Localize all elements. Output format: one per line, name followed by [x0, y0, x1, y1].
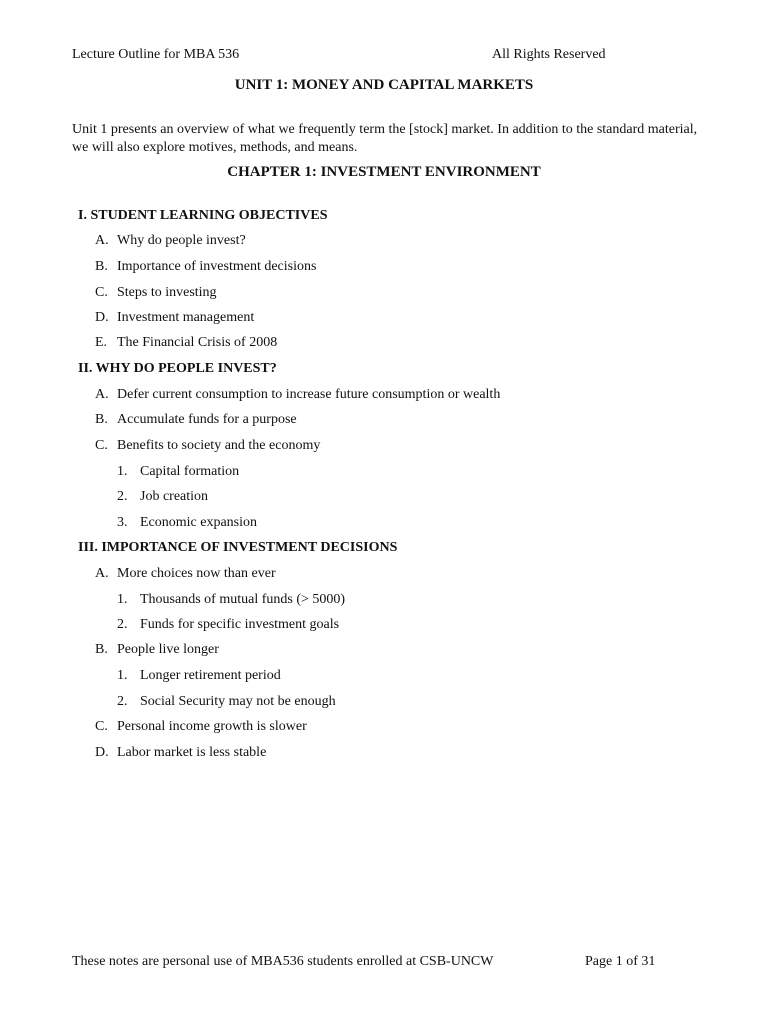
item-text: People live longer: [117, 642, 219, 657]
item-text: Accumulate funds for a purpose: [117, 412, 297, 427]
item-text: The Financial Crisis of 2008: [117, 335, 278, 350]
list-item: [95, 388, 500, 402]
header-rights: All Rights Reserved: [492, 47, 606, 62]
sub-item: [117, 465, 239, 479]
header-course-title: Lecture Outline for MBA 536: [72, 47, 240, 62]
item-text: Why do people invest?: [117, 233, 246, 248]
item-letter: A.: [95, 233, 109, 248]
item-text: More choices now than ever: [117, 566, 276, 581]
list-item: [95, 336, 277, 350]
item-letter: B.: [95, 642, 108, 657]
sub-item-text: Social Security may not be enough: [140, 694, 336, 709]
sub-item-number: 1.: [117, 592, 128, 607]
sub-item-text: Funds for specific investment goals: [140, 617, 340, 632]
sub-item-text: Job creation: [140, 489, 209, 504]
sub-item-text: Thousands of mutual funds (> 5000): [140, 592, 346, 607]
sub-item-text: Longer retirement period: [140, 668, 281, 683]
item-letter: B.: [95, 259, 108, 274]
list-item: [95, 720, 307, 734]
item-letter: E.: [95, 335, 108, 350]
list-item: [95, 234, 246, 248]
item-text: Steps to investing: [117, 285, 217, 300]
section-heading: I. STUDENT LEARNING OBJECTIVES: [78, 208, 328, 223]
list-item: [95, 643, 219, 657]
sub-item: [117, 618, 339, 632]
sub-item: [117, 695, 336, 709]
item-text: Labor market is less stable: [117, 745, 267, 760]
item-letter: C.: [95, 438, 108, 453]
sub-item-text: Economic expansion: [140, 515, 258, 530]
unit-title: UNIT 1: MONEY AND CAPITAL MARKETS: [234, 77, 534, 93]
item-text: Investment management: [117, 310, 255, 325]
item-text: Personal income growth is slower: [117, 719, 307, 734]
item-text: Defer current consumption to increase future consumption or wealth: [117, 387, 501, 402]
list-item: [95, 746, 266, 760]
item-text: Benefits to society and the economy: [117, 438, 321, 453]
sub-item-number: 2.: [117, 489, 128, 504]
sub-item: [117, 516, 257, 530]
item-letter: A.: [95, 566, 109, 581]
item-letter: A.: [95, 387, 109, 402]
page-number: Page 1 of 31: [585, 954, 656, 969]
sub-item-number: 2.: [117, 694, 128, 709]
sub-item: [117, 669, 281, 683]
list-item: [95, 567, 276, 581]
section-heading: III. IMPORTANCE OF INVESTMENT DECISIONS: [78, 540, 398, 555]
section-heading: II. WHY DO PEOPLE INVEST?: [78, 361, 277, 376]
sub-item-number: 3.: [117, 515, 128, 530]
item-letter: D.: [95, 310, 109, 325]
sub-item-text: Capital formation: [140, 464, 240, 479]
list-item: [95, 286, 217, 300]
sub-item-number: 1.: [117, 464, 128, 479]
item-letter: B.: [95, 412, 108, 427]
item-letter: C.: [95, 285, 108, 300]
chapter-title: CHAPTER 1: INVESTMENT ENVIRONMENT: [227, 164, 541, 180]
item-text: Importance of investment decisions: [117, 259, 317, 274]
footer-notice: These notes are personal use of MBA536 students enrolled at CSB-UNCW: [72, 954, 494, 969]
list-item: [95, 413, 297, 427]
sub-item: [117, 490, 208, 504]
intro-paragraph: Unit 1 presents an overview of what we frequently term the [stock] market. In addition to the standard material, we will also explore motives, methods, and means.: [72, 122, 698, 155]
item-letter: C.: [95, 719, 108, 734]
item-letter: D.: [95, 745, 109, 760]
list-item: [95, 311, 254, 325]
sub-item-number: 2.: [117, 617, 128, 632]
sub-item: [117, 593, 345, 607]
list-item: [95, 260, 316, 274]
list-item: [95, 439, 320, 453]
sub-item-number: 1.: [117, 668, 128, 683]
